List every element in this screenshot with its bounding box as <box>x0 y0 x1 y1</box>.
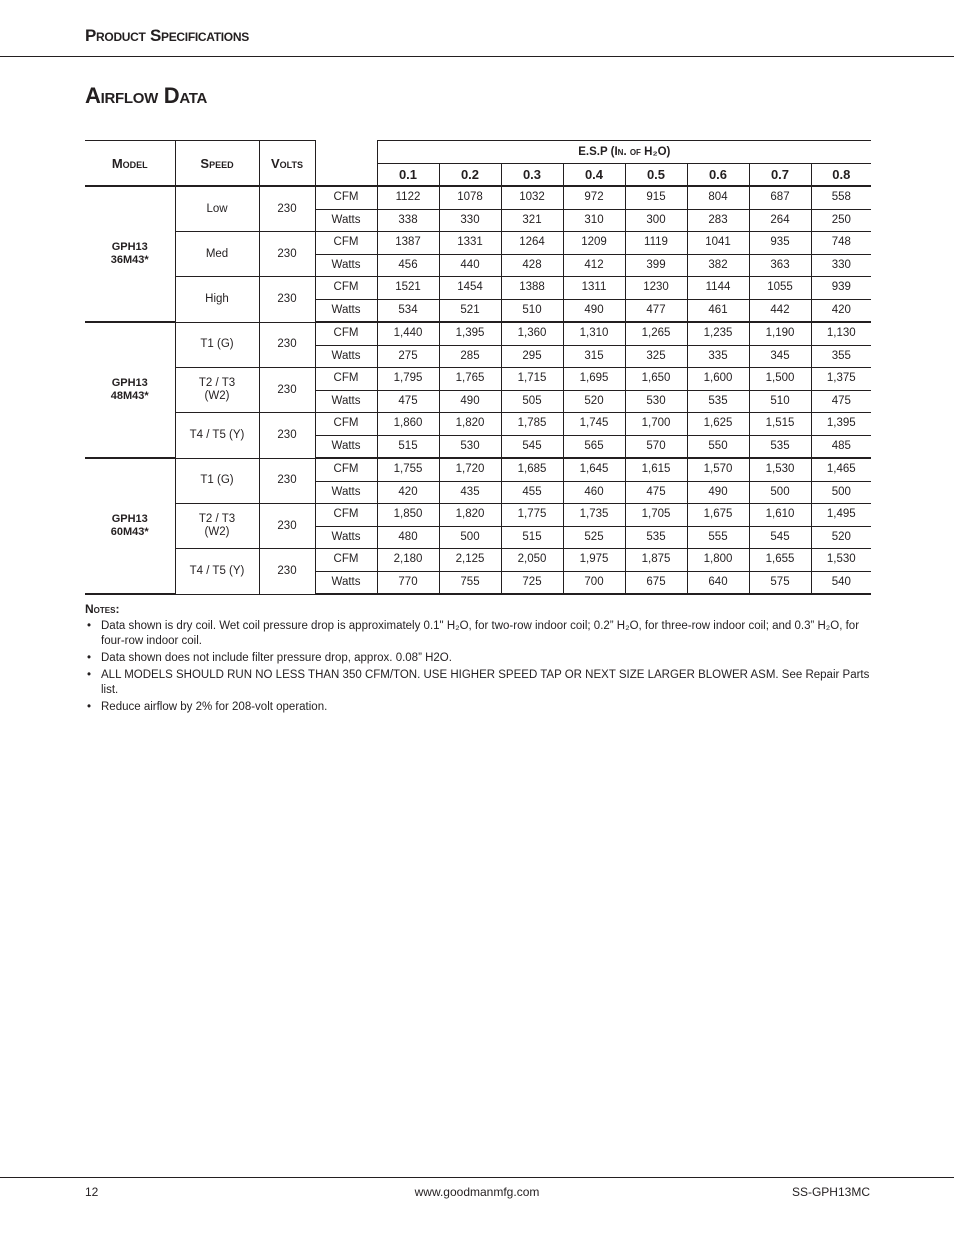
metric-label: Watts <box>315 526 377 549</box>
value-cell: 535 <box>749 435 811 458</box>
metric-header <box>315 141 377 187</box>
value-cell: 520 <box>811 526 871 549</box>
value-cell: 1,720 <box>439 458 501 481</box>
metric-label: Watts <box>315 571 377 594</box>
value-cell: 1,610 <box>749 504 811 527</box>
volts-cell: 230 <box>259 413 315 459</box>
value-cell: 456 <box>377 254 439 277</box>
notes-list <box>85 619 871 715</box>
speed-cell <box>175 549 259 595</box>
value-cell: 1454 <box>439 277 501 300</box>
volts-cell: 230 <box>259 458 315 504</box>
value-cell: 1,360 <box>501 322 563 345</box>
metric-label: CFM <box>315 277 377 300</box>
value-cell: 1,655 <box>749 549 811 572</box>
value-cell: 1,705 <box>625 504 687 527</box>
value-cell: 1,310 <box>563 322 625 345</box>
value-cell: 475 <box>625 481 687 504</box>
value-cell: 1311 <box>563 277 625 300</box>
esp-column-header: 0.7 <box>749 164 811 187</box>
speed-label: Med <box>205 247 229 260</box>
value-cell: 1,495 <box>811 504 871 527</box>
value-cell: 972 <box>563 186 625 209</box>
value-cell: 420 <box>377 481 439 504</box>
value-cell: 1521 <box>377 277 439 300</box>
volts-cell: 230 <box>259 277 315 323</box>
value-cell: 1,265 <box>625 322 687 345</box>
value-cell: 1,775 <box>501 504 563 527</box>
speed-cell <box>175 368 259 413</box>
table-row <box>85 322 871 345</box>
value-cell: 1331 <box>439 232 501 255</box>
volts-cell: 230 <box>259 504 315 549</box>
page-heading: Airflow Data <box>85 83 208 108</box>
value-cell: 1,675 <box>687 504 749 527</box>
metric-label: Watts <box>315 209 377 232</box>
value-cell: 500 <box>749 481 811 504</box>
esp-column-header: 0.1 <box>377 164 439 187</box>
value-cell: 570 <box>625 435 687 458</box>
page-number: 12 <box>85 1185 99 1199</box>
notes-section <box>85 602 871 717</box>
value-cell: 545 <box>749 526 811 549</box>
value-cell: 675 <box>625 571 687 594</box>
value-cell: 285 <box>439 345 501 368</box>
value-cell: 1,130 <box>811 322 871 345</box>
value-cell: 1,695 <box>563 368 625 391</box>
metric-label: Watts <box>315 435 377 458</box>
model-name-line: GPH13 <box>111 513 148 525</box>
value-cell: 1,530 <box>811 549 871 572</box>
value-cell: 477 <box>625 299 687 322</box>
volts-cell: 230 <box>259 232 315 277</box>
model-name-line: GPH13 <box>111 241 148 253</box>
value-cell: 515 <box>377 435 439 458</box>
value-cell: 534 <box>377 299 439 322</box>
table-row <box>85 413 871 436</box>
value-cell: 510 <box>501 299 563 322</box>
value-cell: 1,765 <box>439 368 501 391</box>
value-cell: 2,180 <box>377 549 439 572</box>
airflow-table-body <box>85 186 871 594</box>
model-name-line: 36M43* <box>110 254 149 266</box>
value-cell: 687 <box>749 186 811 209</box>
value-cell: 1078 <box>439 186 501 209</box>
value-cell: 939 <box>811 277 871 300</box>
footer-rule <box>0 1177 954 1178</box>
value-cell: 335 <box>687 345 749 368</box>
value-cell: 1,190 <box>749 322 811 345</box>
value-cell: 575 <box>749 571 811 594</box>
value-cell: 1122 <box>377 186 439 209</box>
esp-column-header: 0.5 <box>625 164 687 187</box>
value-cell: 300 <box>625 209 687 232</box>
metric-label: CFM <box>315 322 377 345</box>
value-cell: 540 <box>811 571 871 594</box>
value-cell: 275 <box>377 345 439 368</box>
speed-label: T4 / T5 (Y) <box>189 428 245 441</box>
value-cell: 321 <box>501 209 563 232</box>
speed-label: T2 / T3 <box>198 513 236 525</box>
metric-label: Watts <box>315 481 377 504</box>
value-cell: 283 <box>687 209 749 232</box>
section-title: Product Specifications <box>85 26 249 45</box>
speed-label: Low <box>206 202 228 215</box>
value-cell: 1,650 <box>625 368 687 391</box>
volts-cell: 230 <box>259 322 315 368</box>
model-name-line: GPH13 <box>111 377 148 389</box>
value-cell: 382 <box>687 254 749 277</box>
value-cell: 565 <box>563 435 625 458</box>
value-cell: 770 <box>377 571 439 594</box>
value-cell: 460 <box>563 481 625 504</box>
value-cell: 1,685 <box>501 458 563 481</box>
value-cell: 1,860 <box>377 413 439 436</box>
value-cell: 521 <box>439 299 501 322</box>
esp-header: E.S.P (In. of H₂O) <box>377 141 871 164</box>
value-cell: 1,785 <box>501 413 563 436</box>
note-item: • Data shown does not include filter pressure drop, approx. 0.08” H2O. <box>85 651 871 666</box>
value-cell: 1,850 <box>377 504 439 527</box>
document-code: SS-GPH13MC <box>791 1185 870 1199</box>
speed-cell <box>175 322 259 368</box>
volts-header: Volts <box>259 141 315 187</box>
value-cell: 1,715 <box>501 368 563 391</box>
volts-cell: 230 <box>259 368 315 413</box>
footer-website: www.goodmanmfg.com <box>414 1185 540 1199</box>
value-cell: 500 <box>811 481 871 504</box>
value-cell: 1,820 <box>439 504 501 527</box>
value-cell: 1209 <box>563 232 625 255</box>
value-cell: 1,615 <box>625 458 687 481</box>
esp-column-header: 0.2 <box>439 164 501 187</box>
value-cell: 550 <box>687 435 749 458</box>
value-cell: 1,820 <box>439 413 501 436</box>
metric-label: Watts <box>315 345 377 368</box>
table-row <box>85 504 871 527</box>
note-item: • Reduce airflow by 2% for 208-volt operation. <box>85 700 871 715</box>
value-cell: 338 <box>377 209 439 232</box>
value-cell: 1,735 <box>563 504 625 527</box>
speed-cell <box>175 504 259 549</box>
value-cell: 264 <box>749 209 811 232</box>
value-cell: 1,395 <box>439 322 501 345</box>
metric-label: Watts <box>315 254 377 277</box>
speed-label: T2 / T3 <box>198 377 236 389</box>
value-cell: 725 <box>501 571 563 594</box>
value-cell: 440 <box>439 254 501 277</box>
value-cell: 475 <box>811 390 871 413</box>
value-cell: 490 <box>687 481 749 504</box>
value-cell: 461 <box>687 299 749 322</box>
speed-label: T1 (G) <box>200 338 234 351</box>
value-cell: 640 <box>687 571 749 594</box>
speed-header: Speed <box>175 141 259 187</box>
value-cell: 1,745 <box>563 413 625 436</box>
value-cell: 1230 <box>625 277 687 300</box>
value-cell: 1,500 <box>749 368 811 391</box>
esp-column-header: 0.6 <box>687 164 749 187</box>
value-cell: 315 <box>563 345 625 368</box>
table-row <box>85 232 871 255</box>
metric-label: CFM <box>315 413 377 436</box>
metric-label: Watts <box>315 390 377 413</box>
value-cell: 1388 <box>501 277 563 300</box>
value-cell: 700 <box>563 571 625 594</box>
value-cell: 442 <box>749 299 811 322</box>
speed-cell <box>175 277 259 323</box>
table-row <box>85 277 871 300</box>
value-cell: 1055 <box>749 277 811 300</box>
value-cell: 490 <box>439 390 501 413</box>
value-cell: 355 <box>811 345 871 368</box>
value-cell: 480 <box>377 526 439 549</box>
value-cell: 2,050 <box>501 549 563 572</box>
table-row <box>85 368 871 391</box>
volts-cell: 230 <box>259 186 315 232</box>
value-cell: 1,975 <box>563 549 625 572</box>
value-cell: 1041 <box>687 232 749 255</box>
value-cell: 1119 <box>625 232 687 255</box>
value-cell: 490 <box>563 299 625 322</box>
value-cell: 345 <box>749 345 811 368</box>
speed-cell <box>175 458 259 504</box>
value-cell: 1,755 <box>377 458 439 481</box>
value-cell: 250 <box>811 209 871 232</box>
value-cell: 1264 <box>501 232 563 255</box>
volts-cell: 230 <box>259 549 315 595</box>
metric-label: CFM <box>315 232 377 255</box>
value-cell: 1,645 <box>563 458 625 481</box>
value-cell: 455 <box>501 481 563 504</box>
value-cell: 535 <box>687 390 749 413</box>
value-cell: 1,440 <box>377 322 439 345</box>
model-header: Model <box>85 141 175 187</box>
model-cell <box>85 458 175 594</box>
value-cell: 330 <box>439 209 501 232</box>
table-row <box>85 186 871 209</box>
value-cell: 510 <box>749 390 811 413</box>
value-cell: 1,700 <box>625 413 687 436</box>
value-cell: 1144 <box>687 277 749 300</box>
speed-cell <box>175 186 259 232</box>
metric-label: Watts <box>315 299 377 322</box>
value-cell: 2,125 <box>439 549 501 572</box>
model-name-line: 48M43* <box>110 390 149 402</box>
header-rule <box>0 56 954 57</box>
table-row <box>85 549 871 572</box>
value-cell: 500 <box>439 526 501 549</box>
value-cell: 915 <box>625 186 687 209</box>
speed-cell <box>175 413 259 459</box>
metric-label: CFM <box>315 504 377 527</box>
value-cell: 1,570 <box>687 458 749 481</box>
speed-label: T1 (G) <box>200 474 234 487</box>
metric-label: CFM <box>315 458 377 481</box>
value-cell: 399 <box>625 254 687 277</box>
metric-label: CFM <box>315 186 377 209</box>
value-cell: 412 <box>563 254 625 277</box>
value-cell: 310 <box>563 209 625 232</box>
model-cell <box>85 322 175 458</box>
value-cell: 1,800 <box>687 549 749 572</box>
value-cell: 1,395 <box>811 413 871 436</box>
metric-label: CFM <box>315 368 377 391</box>
value-cell: 545 <box>501 435 563 458</box>
value-cell: 428 <box>501 254 563 277</box>
value-cell: 525 <box>563 526 625 549</box>
value-cell: 530 <box>625 390 687 413</box>
value-cell: 1,875 <box>625 549 687 572</box>
value-cell: 520 <box>563 390 625 413</box>
airflow-data-table <box>85 140 871 595</box>
speed-cell <box>175 232 259 277</box>
value-cell: 475 <box>377 390 439 413</box>
notes-title: Notes: <box>85 602 120 616</box>
value-cell: 1,375 <box>811 368 871 391</box>
value-cell: 1,795 <box>377 368 439 391</box>
speed-label: T4 / T5 (Y) <box>189 564 245 577</box>
value-cell: 555 <box>687 526 749 549</box>
metric-label: CFM <box>315 549 377 572</box>
model-cell <box>85 186 175 322</box>
table-row <box>85 458 871 481</box>
value-cell: 420 <box>811 299 871 322</box>
value-cell: 1032 <box>501 186 563 209</box>
value-cell: 748 <box>811 232 871 255</box>
value-cell: 325 <box>625 345 687 368</box>
value-cell: 1,625 <box>687 413 749 436</box>
value-cell: 1,235 <box>687 322 749 345</box>
value-cell: 515 <box>501 526 563 549</box>
speed-label: (W2) <box>204 390 230 402</box>
value-cell: 330 <box>811 254 871 277</box>
value-cell: 804 <box>687 186 749 209</box>
value-cell: 558 <box>811 186 871 209</box>
value-cell: 535 <box>625 526 687 549</box>
value-cell: 363 <box>749 254 811 277</box>
value-cell: 1,515 <box>749 413 811 436</box>
value-cell: 1,530 <box>749 458 811 481</box>
value-cell: 935 <box>749 232 811 255</box>
value-cell: 505 <box>501 390 563 413</box>
esp-column-header: 0.3 <box>501 164 563 187</box>
value-cell: 1,465 <box>811 458 871 481</box>
speed-label: (W2) <box>204 526 230 538</box>
note-item: • Data shown is dry coil. Wet coil pressure drop is approximately 0.1" H₂O, for two-row indoor coil; 0.2” H₂O, for three-row indoor coil; and 0.3” H₂O, for four-row indoor coil. <box>85 619 871 649</box>
model-name-line: 60M43* <box>110 526 149 538</box>
value-cell: 435 <box>439 481 501 504</box>
note-item: • ALL MODELS SHOULD RUN NO LESS THAN 350 CFM/TON. USE HIGHER SPEED TAP OR NEXT SIZE LARGER BLOWER ASM. See Repair Parts list. <box>85 668 871 698</box>
esp-column-header: 0.4 <box>563 164 625 187</box>
value-cell: 530 <box>439 435 501 458</box>
value-cell: 1,600 <box>687 368 749 391</box>
value-cell: 755 <box>439 571 501 594</box>
value-cell: 295 <box>501 345 563 368</box>
speed-label: High <box>205 292 229 305</box>
value-cell: 1387 <box>377 232 439 255</box>
esp-column-header: 0.8 <box>811 164 871 187</box>
value-cell: 485 <box>811 435 871 458</box>
